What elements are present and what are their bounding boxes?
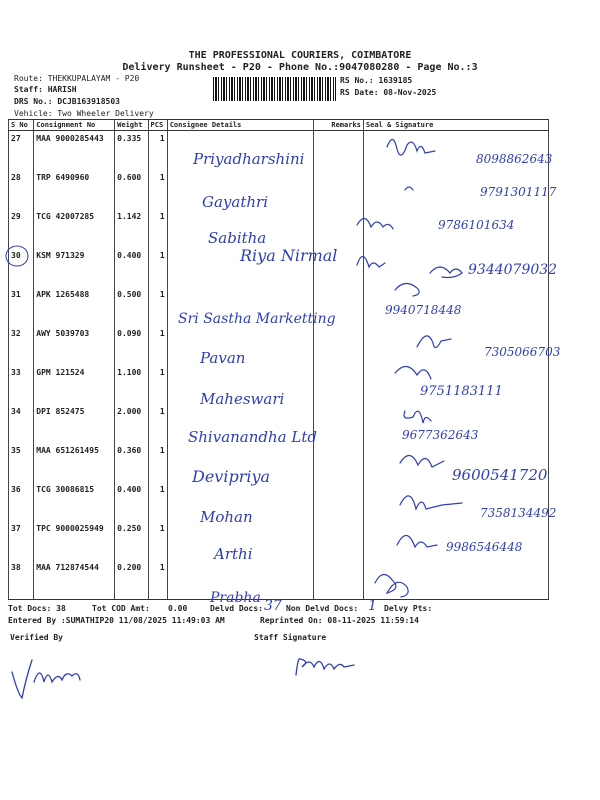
- handwritten-phone: 9600541720: [452, 466, 548, 484]
- signature-scribbles: [355, 125, 600, 605]
- handwritten-consignee: Gayathri: [202, 193, 268, 211]
- consignment-cell: MAA 651261495: [34, 443, 115, 482]
- verified-by-label: Verified By: [10, 633, 63, 642]
- col-pcs: PCS: [148, 120, 167, 131]
- sno-cell: 37: [9, 521, 34, 560]
- consignment-cell: KSM 971329: [34, 248, 115, 287]
- sno-cell: 33: [9, 365, 34, 404]
- sno-cell: 29: [9, 209, 34, 248]
- consignment-cell: AWY 5039703: [34, 326, 115, 365]
- weight-cell: 0.090: [115, 326, 148, 365]
- consignment-cell: APK 1265488: [34, 287, 115, 326]
- pcs-cell: 1: [148, 404, 167, 443]
- pcs-cell: 1: [148, 521, 167, 560]
- consignment-cell: MAA 712874544: [34, 560, 115, 600]
- col-weight: Weight: [115, 120, 148, 131]
- company-title: THE PROFESSIONAL COURIERS, COIMBATORE: [188, 50, 412, 61]
- pcs-cell: 1: [148, 209, 167, 248]
- handwritten-phone: 9751183111: [420, 384, 503, 399]
- handwritten-phone: 9791301117: [480, 185, 557, 199]
- sno-cell: 36: [9, 482, 34, 521]
- pcs-cell: 1: [148, 326, 167, 365]
- reprinted-on: Reprinted On: 08-11-2025 11:59:14: [260, 616, 419, 625]
- weight-cell: 0.250: [115, 521, 148, 560]
- handwritten-phone: 7305066703: [484, 345, 561, 359]
- vehicle-label: Vehicle: Two Wheeler Delivery: [14, 109, 154, 118]
- weight-cell: 0.500: [115, 287, 148, 326]
- consignment-cell: TCG 30086815: [34, 482, 115, 521]
- handwritten-consignee: Sabitha: [208, 229, 267, 247]
- handwritten-phone: 9344079032: [468, 262, 558, 278]
- handwritten-consignee: Maheswari: [200, 390, 285, 408]
- total-cod-label: Tot COD Amt:: [92, 604, 150, 613]
- delivery-points-label: Delvy Pts:: [384, 604, 433, 613]
- pcs-cell: 1: [148, 482, 167, 521]
- sno-cell: 27: [9, 131, 34, 171]
- handwritten-phone: 9986546448: [446, 540, 523, 554]
- consignment-cell: TPC 9000025949: [34, 521, 115, 560]
- handwritten-consignee: Pavan: [200, 349, 246, 367]
- staff-signature: [292, 653, 362, 681]
- sno-cell: 38: [9, 560, 34, 600]
- total-docs: Tot Docs: 38: [8, 604, 66, 613]
- pcs-cell: 1: [148, 287, 167, 326]
- non-delivered-label: Non Delvd Docs:: [286, 604, 359, 613]
- circle-mark-icon: [4, 244, 30, 268]
- rs-date: RS Date: 08-Nov-2025: [340, 88, 437, 97]
- weight-cell: 0.400: [115, 482, 148, 521]
- weight-cell: 0.600: [115, 170, 148, 209]
- staff-label: Staff: HARISH: [14, 85, 77, 94]
- sno-cell: 35: [9, 443, 34, 482]
- rs-number: RS No.: 1639185: [340, 76, 413, 85]
- pcs-cell: 1: [148, 170, 167, 209]
- handwritten-phone: 9786101634: [438, 218, 515, 232]
- pcs-cell: 1: [148, 365, 167, 404]
- sno-cell: 34: [9, 404, 34, 443]
- non-delivered-value: 1: [368, 598, 377, 614]
- handwritten-consignee: Priyadharshini: [193, 150, 305, 168]
- delivered-docs-value: 37: [264, 598, 282, 614]
- weight-cell: 1.142: [115, 209, 148, 248]
- weight-cell: 0.360: [115, 443, 148, 482]
- handwritten-phone: 9677362643: [402, 428, 479, 442]
- sno-cell: 31: [9, 287, 34, 326]
- total-cod-value: 0.00: [168, 604, 188, 613]
- verifier-signature: [8, 652, 108, 702]
- handwritten-phone: 7358134492: [480, 506, 557, 520]
- pcs-cell: 1: [148, 560, 167, 600]
- drs-label: DRS No.: DCJB163918503: [14, 97, 120, 106]
- consignment-cell: TCG 42007285: [34, 209, 115, 248]
- consignment-cell: GPM 121524: [34, 365, 115, 404]
- consignment-cell: MAA 9000285443: [34, 131, 115, 171]
- handwritten-consignee: Shivanandha Ltd: [188, 428, 317, 446]
- route-label: Route: THEKKUPALAYAM - P20: [14, 74, 140, 83]
- handwritten-phone: 9940718448: [385, 303, 462, 317]
- weight-cell: 0.335: [115, 131, 148, 171]
- weight-cell: 0.200: [115, 560, 148, 600]
- sno-cell: 32: [9, 326, 34, 365]
- handwritten-consignee: Mohan: [200, 508, 253, 526]
- weight-cell: 1.100: [115, 365, 148, 404]
- consignment-cell: TRP 6490960: [34, 170, 115, 209]
- weight-cell: 2.000: [115, 404, 148, 443]
- col-remarks: Remarks: [314, 120, 364, 131]
- barcode-image: [213, 77, 336, 101]
- handwritten-phone: 8098862643: [476, 152, 553, 166]
- handwritten-consignee: Devipriya: [192, 467, 271, 486]
- handwritten-consignee: Sri Sastha Marketting: [178, 311, 336, 327]
- delivered-docs-label: Delvd Docs:: [210, 604, 263, 613]
- handwritten-consignee: Prabha: [210, 590, 261, 606]
- staff-signature-label: Staff Signature: [254, 633, 327, 642]
- pcs-cell: 1: [148, 131, 167, 171]
- col-consignment: Consignment No: [34, 120, 115, 131]
- weight-cell: 0.400: [115, 248, 148, 287]
- col-seal: Seal & Signature: [363, 120, 548, 131]
- runsheet-subtitle: Delivery Runsheet - P20 - Phone No.:9047080280 - Page No.:3: [122, 62, 478, 73]
- consignment-cell: DPI 852475: [34, 404, 115, 443]
- pcs-cell: 1: [148, 248, 167, 287]
- col-sno: S No: [9, 120, 34, 131]
- sno-cell: 30: [9, 248, 34, 287]
- pcs-cell: 1: [148, 443, 167, 482]
- handwritten-consignee: Riya Nirmal: [240, 246, 338, 265]
- entered-by: Entered By :SUMATHIP20 11/08/2025 11:49:03 AM: [8, 616, 225, 625]
- col-consignee: Consignee Details: [167, 120, 314, 131]
- handwritten-consignee: Arthi: [214, 545, 253, 563]
- sno-cell: 28: [9, 170, 34, 209]
